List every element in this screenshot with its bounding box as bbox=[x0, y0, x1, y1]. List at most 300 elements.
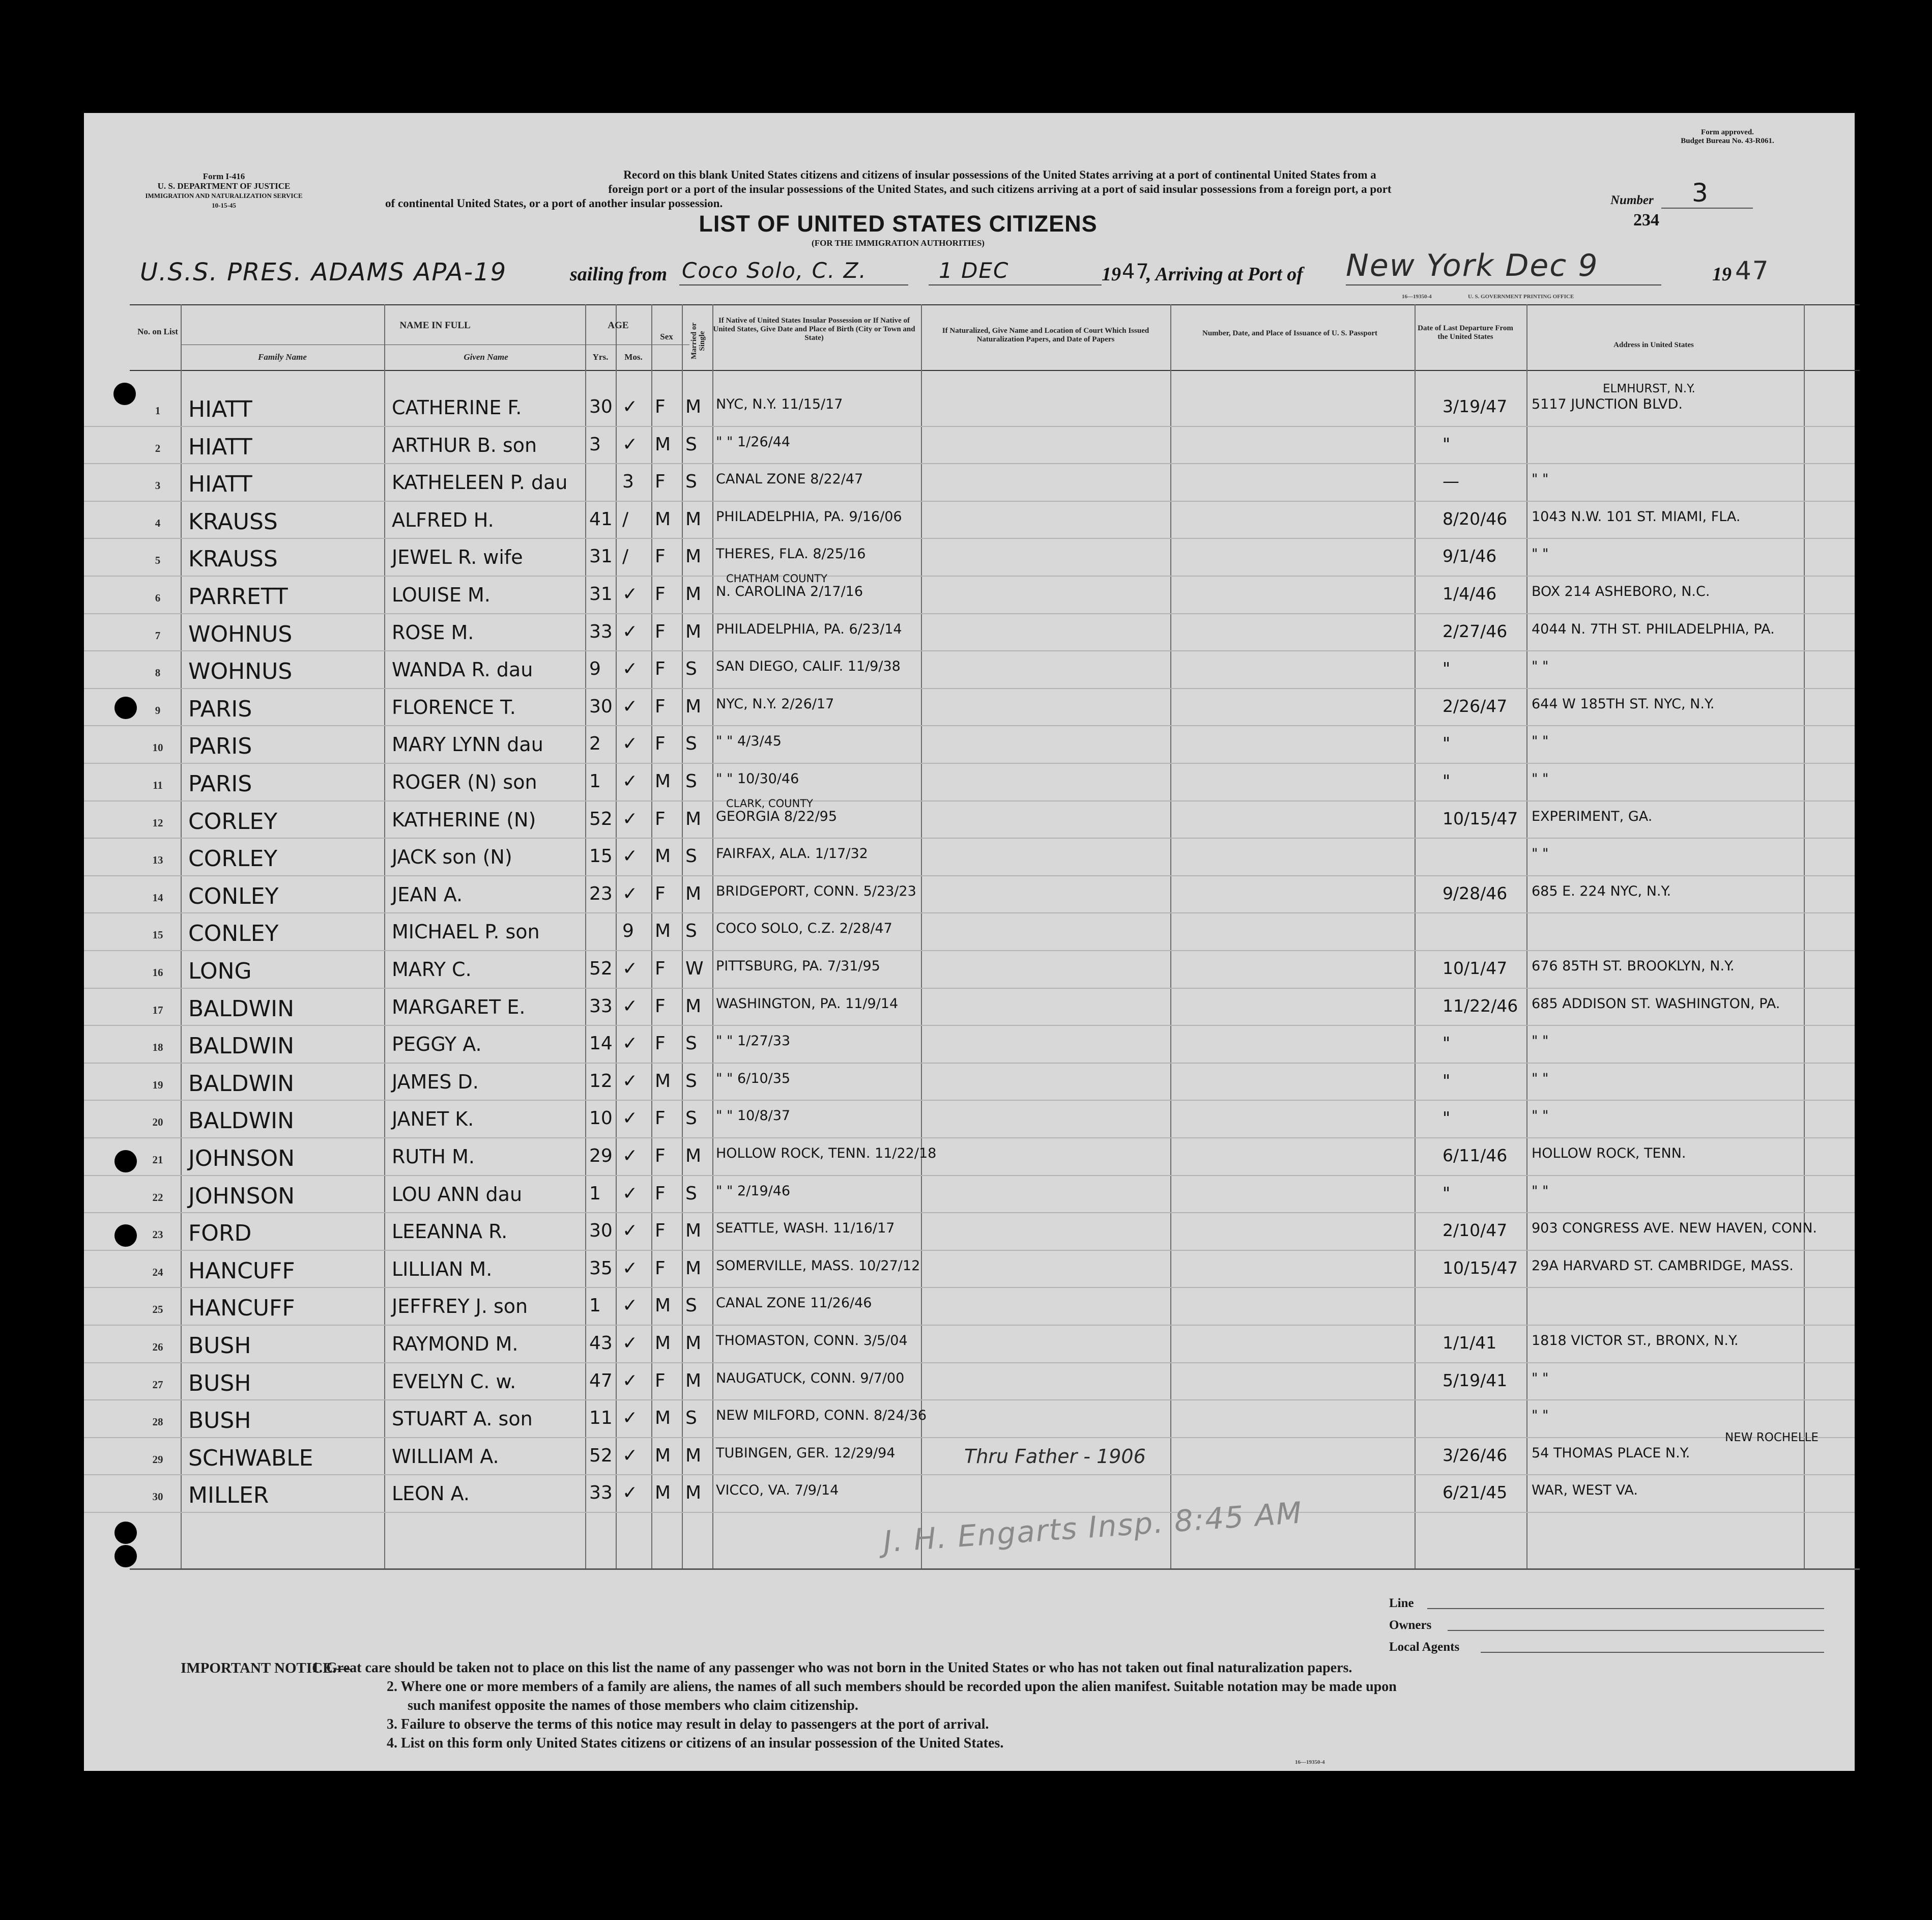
last-departure-cell: 2/10/47 bbox=[1443, 1220, 1508, 1241]
last-departure-cell: 5/19/41 bbox=[1443, 1370, 1508, 1390]
age-years-cell: 15 bbox=[589, 846, 613, 867]
print-office: U. S. GOVERNMENT PRINTING OFFICE bbox=[1468, 294, 1574, 300]
given-name-cell: JACK son (N) bbox=[392, 846, 512, 869]
age-months-cell: ✓ bbox=[622, 1220, 638, 1242]
birth-cell: PHILADELPHIA, PA. 9/16/06 bbox=[716, 508, 902, 525]
notice-item: such manifest opposite the names of those members who claim citizenship. bbox=[408, 1698, 858, 1713]
age-months-cell: ✓ bbox=[622, 1408, 638, 1429]
age-months-cell: ✓ bbox=[622, 434, 638, 455]
row-rule bbox=[84, 1137, 1855, 1138]
address-cell: WAR, WEST VA. bbox=[1532, 1482, 1638, 1499]
last-departure-cell: 3/26/46 bbox=[1443, 1445, 1508, 1465]
address-cell: " " bbox=[1532, 546, 1549, 562]
header-name-in-full: NAME IN FULL bbox=[399, 320, 471, 331]
sex-cell: F bbox=[655, 621, 666, 642]
marital-status-cell: S bbox=[685, 1070, 697, 1092]
birth-cell: N. CAROLINA 2/17/16 bbox=[716, 584, 863, 599]
row-number: 25 bbox=[152, 1303, 163, 1316]
form-number: Form I-416 bbox=[203, 171, 245, 181]
marital-status-cell: M bbox=[685, 508, 702, 530]
family-name-cell: BALDWIN bbox=[188, 1033, 295, 1059]
column-rule bbox=[921, 304, 922, 1568]
last-departure-cell: — bbox=[1443, 471, 1459, 492]
family-name-cell: CORLEY bbox=[188, 846, 278, 872]
age-months-cell: ✓ bbox=[622, 584, 638, 605]
last-departure-cell: 10/15/47 bbox=[1443, 808, 1518, 828]
last-departure-cell: " bbox=[1443, 1108, 1451, 1128]
number-underline bbox=[1661, 208, 1753, 209]
birth-cell: GEORGIA 8/22/95 bbox=[716, 808, 838, 824]
arrival-underline bbox=[1346, 284, 1661, 285]
row-number: 17 bbox=[152, 1004, 163, 1016]
family-name-cell: FORD bbox=[188, 1220, 252, 1247]
department-name: U. S. DEPARTMENT OF JUSTICE bbox=[157, 181, 291, 191]
column-rule bbox=[181, 304, 182, 1568]
line-label: Line bbox=[1389, 1596, 1414, 1610]
owners-field bbox=[1448, 1630, 1824, 1631]
inspector-signature: J. H. Engarts Insp. 8:45 AM bbox=[882, 1495, 1304, 1559]
birth-cell: VICCO, VA. 7/9/14 bbox=[716, 1482, 839, 1499]
family-name-cell: HIATT bbox=[188, 434, 252, 460]
last-departure-cell: 6/21/45 bbox=[1443, 1482, 1508, 1503]
header-naturalized: If Naturalized, Give Name and Location of Court Which Issued Naturalization Papers, and Date of Papers bbox=[942, 327, 1149, 343]
age-years-cell: 2 bbox=[589, 733, 601, 755]
row-number: 21 bbox=[152, 1154, 163, 1166]
given-name-cell: ROSE M. bbox=[392, 621, 474, 644]
instruction-line: of continental United States, or a port of another insular possession. bbox=[385, 197, 723, 210]
age-years-cell: 43 bbox=[589, 1333, 613, 1354]
birth-cell: COCO SOLO, C.Z. 2/28/47 bbox=[716, 921, 892, 937]
birth-cell: THOMASTON, CONN. 3/5/04 bbox=[716, 1333, 908, 1349]
approval-text: Form approved. bbox=[1701, 128, 1754, 136]
punch-hole bbox=[113, 383, 136, 405]
row-number: 9 bbox=[155, 704, 161, 717]
last-departure-cell: 9/1/46 bbox=[1443, 546, 1497, 566]
last-departure-cell: 2/27/46 bbox=[1443, 621, 1508, 641]
row-number: 26 bbox=[152, 1341, 163, 1353]
row-number: 3 bbox=[155, 479, 161, 492]
row-rule bbox=[84, 613, 1855, 614]
age-years-cell: 1 bbox=[589, 1295, 601, 1316]
row-number: 14 bbox=[152, 891, 163, 904]
marital-status-cell: S bbox=[685, 1295, 697, 1316]
print-code: 16—19350-4 bbox=[1402, 294, 1432, 300]
header-years: Yrs. bbox=[592, 352, 609, 362]
marital-status-cell: S bbox=[685, 1108, 697, 1129]
sex-cell: F bbox=[655, 584, 666, 605]
age-years-cell: 52 bbox=[589, 958, 613, 979]
sex-cell: F bbox=[655, 696, 666, 717]
address-cell: 685 E. 224 NYC, N.Y. bbox=[1532, 883, 1671, 899]
voyage-line bbox=[140, 248, 1834, 294]
age-years-cell: 33 bbox=[589, 621, 613, 642]
given-name-cell: PEGGY A. bbox=[392, 1033, 482, 1056]
given-name-cell: JEAN A. bbox=[392, 883, 463, 906]
column-rule bbox=[1804, 304, 1805, 1568]
address-cell: 4044 N. 7TH ST. PHILADELPHIA, PA. bbox=[1532, 621, 1775, 637]
sex-cell: M bbox=[655, 846, 671, 867]
given-name-cell: LEON A. bbox=[392, 1482, 470, 1505]
age-months-cell: ✓ bbox=[622, 771, 638, 792]
approval-block bbox=[1641, 128, 1814, 146]
table-bottom-rule bbox=[130, 1568, 1860, 1570]
marital-status-cell: M bbox=[685, 584, 702, 605]
given-name-cell: MARY C. bbox=[392, 958, 472, 981]
row-rule bbox=[84, 763, 1855, 764]
birth-cell: HOLLOW ROCK, TENN. 11/22/18 bbox=[716, 1145, 937, 1161]
row-rule bbox=[84, 1437, 1855, 1438]
age-months-cell: ✓ bbox=[622, 1482, 638, 1504]
column-rule bbox=[682, 304, 683, 1568]
page-subtitle: (FOR THE IMMIGRATION AUTHORITIES) bbox=[812, 238, 985, 248]
age-years-cell: 35 bbox=[589, 1257, 613, 1279]
given-name-cell: RUTH M. bbox=[392, 1145, 475, 1168]
last-departure-cell: 8/20/46 bbox=[1443, 508, 1508, 529]
punch-hole bbox=[114, 1150, 137, 1172]
birth-cell: CANAL ZONE 8/22/47 bbox=[716, 471, 863, 488]
row-rule bbox=[84, 950, 1855, 951]
given-name-cell: MICHAEL P. son bbox=[392, 921, 540, 943]
birth-cell: " " 2/19/46 bbox=[716, 1183, 791, 1199]
vessel-name: U.S.S. PRES. ADAMS APA-19 bbox=[140, 258, 507, 286]
year-prefix: 19 bbox=[1712, 264, 1732, 285]
row-number: 20 bbox=[152, 1116, 163, 1129]
given-name-cell: ROGER (N) son bbox=[392, 771, 537, 793]
sex-cell: M bbox=[655, 1295, 671, 1316]
column-rule bbox=[585, 304, 586, 1568]
owners-label: Owners bbox=[1389, 1618, 1432, 1632]
address-cell: 903 CONGRESS AVE. NEW HAVEN, CONN. bbox=[1532, 1220, 1818, 1237]
family-name-cell: HIATT bbox=[188, 471, 252, 498]
birth-cell: SOMERVILLE, MASS. 10/27/12 bbox=[716, 1257, 920, 1274]
sex-cell: M bbox=[655, 508, 671, 530]
table-top-rule bbox=[130, 304, 1860, 305]
age-months-cell: ✓ bbox=[622, 1333, 638, 1354]
departure-day: 1 DEC bbox=[939, 258, 1010, 283]
address-cell: EXPERIMENT, GA. bbox=[1532, 808, 1653, 824]
age-years-cell: 1 bbox=[589, 771, 601, 792]
punch-hole bbox=[114, 1522, 137, 1544]
birth-cell: " " 10/8/37 bbox=[716, 1108, 791, 1124]
age-years-cell: 31 bbox=[589, 546, 613, 567]
age-months-cell: ✓ bbox=[622, 1370, 638, 1391]
age-months-cell: 9 bbox=[622, 921, 634, 942]
age-years-cell: 14 bbox=[589, 1033, 613, 1054]
family-name-cell: PARIS bbox=[188, 733, 252, 760]
sex-cell: F bbox=[655, 1183, 666, 1204]
row-rule bbox=[84, 912, 1855, 913]
address-cell: " " bbox=[1532, 1408, 1549, 1424]
age-months-cell: ✓ bbox=[622, 621, 638, 642]
row-rule bbox=[84, 1175, 1855, 1176]
age-months-cell: ✓ bbox=[622, 733, 638, 755]
birth-cell: " " 10/30/46 bbox=[716, 771, 799, 787]
sex-cell: F bbox=[655, 808, 666, 829]
marital-status-cell: M bbox=[685, 1220, 702, 1242]
header-passport: Number, Date, and Place of Issuance of U. S. Passport bbox=[1202, 329, 1378, 337]
age-months-cell: ✓ bbox=[622, 1183, 638, 1204]
address-cell: " " bbox=[1532, 1370, 1549, 1386]
number-value: 3 bbox=[1692, 178, 1709, 208]
row-rule bbox=[84, 501, 1855, 502]
address-cell: 685 ADDISON ST. WASHINGTON, PA. bbox=[1532, 995, 1780, 1012]
address-cell: HOLLOW ROCK, TENN. bbox=[1532, 1145, 1686, 1161]
age-years-cell: 30 bbox=[589, 696, 613, 717]
family-name-cell: CONLEY bbox=[188, 883, 279, 909]
sex-cell: M bbox=[655, 1333, 671, 1354]
given-name-cell: ALFRED H. bbox=[392, 508, 494, 531]
family-name-cell: HANCUFF bbox=[188, 1295, 295, 1322]
marital-status-cell: S bbox=[685, 658, 697, 680]
address-cell: 29A HARVARD ST. CAMBRIDGE, MASS. bbox=[1532, 1257, 1794, 1274]
sex-cell: F bbox=[655, 1108, 666, 1129]
age-months-cell: ✓ bbox=[622, 1033, 638, 1054]
sex-cell: M bbox=[655, 921, 671, 942]
age-months-cell: ✓ bbox=[622, 808, 638, 829]
birth-cell: PHILADELPHIA, PA. 6/23/14 bbox=[716, 621, 902, 637]
marital-status-cell: S bbox=[685, 771, 697, 792]
column-rule bbox=[651, 304, 652, 1568]
marital-status-cell: S bbox=[685, 846, 697, 867]
last-departure-cell: " bbox=[1443, 658, 1451, 679]
given-name-cell: KATHERINE (N) bbox=[392, 808, 536, 831]
marital-status-cell: S bbox=[685, 471, 697, 493]
given-name-cell: MARGARET E. bbox=[392, 995, 526, 1018]
row-number: 18 bbox=[152, 1041, 163, 1054]
age-months-cell: / bbox=[622, 546, 629, 567]
given-name-cell: JEFFREY J. son bbox=[392, 1295, 528, 1318]
birth-cell: SAN DIEGO, CALIF. 11/9/38 bbox=[716, 658, 901, 675]
row-number: 12 bbox=[152, 816, 163, 829]
column-rule bbox=[712, 304, 713, 1568]
row-rule bbox=[84, 463, 1855, 464]
address-cell: " " bbox=[1532, 1108, 1549, 1124]
last-departure-cell: " bbox=[1443, 1033, 1451, 1053]
marital-status-cell: M bbox=[685, 546, 702, 567]
row-rule bbox=[84, 988, 1855, 989]
family-name-cell: PARIS bbox=[188, 696, 252, 722]
sex-cell: F bbox=[655, 733, 666, 755]
sex-cell: F bbox=[655, 658, 666, 680]
notice-item: 1. Great care should be taken not to place on this list the name of any passenger who was not born in the United States or who has not taken out final naturalization papers. bbox=[312, 1660, 1352, 1676]
last-departure-cell: " bbox=[1443, 733, 1451, 754]
marital-status-cell: M bbox=[685, 1370, 702, 1391]
birth-cell: NYC, N.Y. 2/26/17 bbox=[716, 696, 834, 712]
column-rule bbox=[1170, 304, 1171, 1568]
notice-item: 2. Where one or more members of a family are aliens, the names of all such members should be recorded upon the alien manifest. Suitable notation may be made upon bbox=[387, 1679, 1397, 1695]
row-number: 1 bbox=[155, 405, 161, 417]
age-years-cell: 52 bbox=[589, 808, 613, 829]
age-months-cell: ✓ bbox=[622, 1295, 638, 1316]
sex-cell: F bbox=[655, 1145, 666, 1166]
last-departure-cell: 11/22/46 bbox=[1443, 995, 1518, 1016]
age-years-cell: 3 bbox=[589, 434, 601, 455]
punch-hole bbox=[114, 697, 137, 719]
marital-status-cell: W bbox=[685, 958, 704, 979]
birth-county-note: CHATHAM COUNTY bbox=[726, 572, 827, 585]
row-number: 19 bbox=[152, 1078, 163, 1091]
row-rule bbox=[84, 1025, 1855, 1026]
address-cell: " " bbox=[1532, 1033, 1549, 1049]
given-name-cell: LOUISE M. bbox=[392, 584, 491, 606]
row-rule bbox=[84, 426, 1855, 427]
family-name-cell: SCHWABLE bbox=[188, 1445, 313, 1471]
age-years-cell: 12 bbox=[589, 1070, 613, 1092]
given-name-cell: EVELYN C. w. bbox=[392, 1370, 516, 1393]
sex-cell: F bbox=[655, 1220, 666, 1242]
sailing-from-label: sailing from bbox=[570, 264, 668, 285]
family-name-cell: KRAUSS bbox=[188, 508, 278, 535]
marital-status-cell: M bbox=[685, 995, 702, 1017]
punch-hole bbox=[114, 1545, 137, 1567]
given-name-cell: JANET K. bbox=[392, 1108, 474, 1131]
marital-status-cell: M bbox=[685, 696, 702, 717]
family-name-cell: JOHNSON bbox=[188, 1183, 295, 1209]
row-number: 11 bbox=[153, 779, 163, 791]
age-years-cell: 30 bbox=[589, 1220, 613, 1242]
sex-cell: F bbox=[655, 958, 666, 979]
address-cell: 54 THOMAS PLACE N.Y. bbox=[1532, 1445, 1690, 1461]
sex-cell: F bbox=[655, 471, 666, 493]
row-rule bbox=[84, 1512, 1855, 1513]
column-rule bbox=[1526, 304, 1527, 1568]
last-departure-cell: " bbox=[1443, 1183, 1451, 1203]
number-label: Number bbox=[1610, 193, 1654, 207]
given-name-cell: LEEANNA R. bbox=[392, 1220, 508, 1243]
birth-cell: " " 4/3/45 bbox=[716, 733, 782, 750]
last-departure-cell: " bbox=[1443, 1070, 1451, 1091]
row-number: 28 bbox=[152, 1416, 163, 1428]
age-months-cell: ✓ bbox=[622, 1145, 638, 1166]
address-cell: 1043 N.W. 101 ST. MIAMI, FLA. bbox=[1532, 508, 1741, 525]
age-years-cell: 41 bbox=[589, 508, 613, 530]
family-name-cell: PARRETT bbox=[188, 584, 288, 610]
birth-cell: NAUGATUCK, CONN. 9/7/00 bbox=[716, 1370, 905, 1386]
birth-cell: NEW MILFORD, CONN. 8/24/36 bbox=[716, 1408, 927, 1424]
address-cell: 676 85TH ST. BROOKLYN, N.Y. bbox=[1532, 958, 1735, 974]
row-number: 7 bbox=[155, 629, 161, 642]
marital-status-cell: M bbox=[685, 621, 702, 642]
marital-status-cell: S bbox=[685, 921, 697, 942]
age-years-cell: 11 bbox=[589, 1408, 613, 1429]
marital-status-cell: S bbox=[685, 733, 697, 755]
age-months-cell: ✓ bbox=[622, 958, 638, 979]
address-cell: 644 W 185TH ST. NYC, N.Y. bbox=[1532, 696, 1715, 712]
family-name-cell: HANCUFF bbox=[188, 1257, 295, 1284]
column-rule bbox=[384, 304, 385, 1568]
family-name-cell: LONG bbox=[188, 958, 252, 984]
row-number: 5 bbox=[155, 554, 161, 567]
family-name-cell: BALDWIN bbox=[188, 1108, 295, 1134]
instruction-line: foreign port or a port of the insular possessions of the United States, and such citizens arriving at a port of said insular possessions from a foreign port, a port bbox=[608, 183, 1392, 195]
age-months-cell: ✓ bbox=[622, 1108, 638, 1129]
notice-item: 4. List on this form only United States citizens or citizens of an insular possession of the United States. bbox=[387, 1735, 1004, 1751]
given-name-cell: JEWEL R. wife bbox=[392, 546, 523, 569]
notice-item: 3. Failure to observe the terms of this notice may result in delay to passengers at the port of arrival. bbox=[387, 1716, 989, 1732]
header-address: Address in United States bbox=[1613, 341, 1694, 349]
birth-cell: TUBINGEN, GER. 12/29/94 bbox=[716, 1445, 896, 1461]
row-number: 6 bbox=[155, 592, 161, 604]
address-cell: 1818 VICTOR ST., BRONX, N.Y. bbox=[1532, 1333, 1739, 1349]
address-cell: BOX 214 ASHEBORO, N.C. bbox=[1532, 584, 1710, 599]
birth-cell: BRIDGEPORT, CONN. 5/23/23 bbox=[716, 883, 916, 899]
given-name-cell: LOU ANN dau bbox=[392, 1183, 523, 1206]
row-rule bbox=[84, 725, 1855, 726]
stamped-page-number: 234 bbox=[1633, 211, 1659, 230]
row-number: 22 bbox=[152, 1191, 163, 1203]
row-rule bbox=[84, 875, 1855, 876]
row-rule bbox=[84, 1362, 1855, 1363]
row-number: 29 bbox=[152, 1453, 163, 1466]
family-name-cell: WOHNUS bbox=[188, 658, 293, 685]
year-suffix: 47 bbox=[1735, 256, 1770, 285]
family-name-cell: KRAUSS bbox=[188, 546, 278, 572]
local-agents-field bbox=[1481, 1652, 1824, 1653]
address-cell: " " bbox=[1532, 1183, 1549, 1199]
age-months-cell: ✓ bbox=[622, 658, 638, 680]
marital-status-cell: M bbox=[685, 1482, 702, 1504]
family-name-cell: BUSH bbox=[188, 1408, 251, 1434]
sex-cell: M bbox=[655, 1482, 671, 1504]
age-years-cell: 29 bbox=[589, 1145, 613, 1166]
local-agents-label: Local Agents bbox=[1389, 1640, 1460, 1654]
row-number: 24 bbox=[152, 1266, 163, 1278]
column-rule bbox=[616, 304, 617, 1568]
address-cell: " " bbox=[1532, 471, 1549, 488]
row-rule bbox=[84, 1325, 1855, 1326]
naturalization-cell: Thru Father - 1906 bbox=[964, 1445, 1146, 1468]
row-number: 16 bbox=[152, 966, 163, 979]
given-name-cell: WANDA R. dau bbox=[392, 658, 533, 681]
marital-status-cell: M bbox=[685, 1445, 702, 1466]
family-name-cell: CORLEY bbox=[188, 808, 278, 835]
marital-status-cell: M bbox=[685, 1145, 702, 1166]
year-suffix: 47 bbox=[1122, 260, 1150, 283]
row-rule bbox=[84, 838, 1855, 839]
line-field bbox=[1427, 1608, 1824, 1609]
given-name-cell: STUART A. son bbox=[392, 1408, 533, 1430]
address-city-note: ELMHURST, N.Y. bbox=[1603, 382, 1695, 395]
last-departure-cell: 3/19/47 bbox=[1443, 396, 1508, 416]
age-years-cell: 1 bbox=[589, 1183, 601, 1204]
birth-cell: NYC, N.Y. 11/15/17 bbox=[716, 396, 843, 412]
row-rule bbox=[84, 576, 1855, 577]
last-departure-cell: 1/4/46 bbox=[1443, 584, 1497, 604]
address-cell: " " bbox=[1532, 1070, 1549, 1086]
given-name-cell: LILLIAN M. bbox=[392, 1257, 493, 1280]
row-rule bbox=[84, 1100, 1855, 1101]
last-departure-cell: " bbox=[1443, 434, 1451, 454]
header-family-name: Family Name bbox=[258, 352, 307, 362]
age-months-cell: / bbox=[622, 508, 629, 530]
family-name-cell: PARIS bbox=[188, 771, 252, 797]
sex-cell: F bbox=[655, 1257, 666, 1279]
row-rule bbox=[84, 1287, 1855, 1288]
age-months-cell: ✓ bbox=[622, 995, 638, 1017]
family-name-cell: JOHNSON bbox=[188, 1145, 295, 1171]
last-departure-cell: 9/28/46 bbox=[1443, 883, 1508, 903]
given-name-cell: FLORENCE T. bbox=[392, 696, 516, 719]
family-name-cell: CONLEY bbox=[188, 921, 279, 947]
age-months-cell: 3 bbox=[622, 471, 634, 493]
given-name-cell: WILLIAM A. bbox=[392, 1445, 499, 1468]
family-name-cell: HIATT bbox=[188, 396, 252, 422]
age-months-cell: ✓ bbox=[622, 396, 638, 417]
form-date: 10-15-45 bbox=[212, 202, 236, 209]
given-name-cell: KATHELEEN P. dau bbox=[392, 471, 568, 494]
instruction-line: Record on this blank United States citizens and citizens of insular possessions of the United States arriving at a port of continental United States from a bbox=[623, 168, 1376, 181]
last-departure-cell: " bbox=[1443, 771, 1451, 791]
